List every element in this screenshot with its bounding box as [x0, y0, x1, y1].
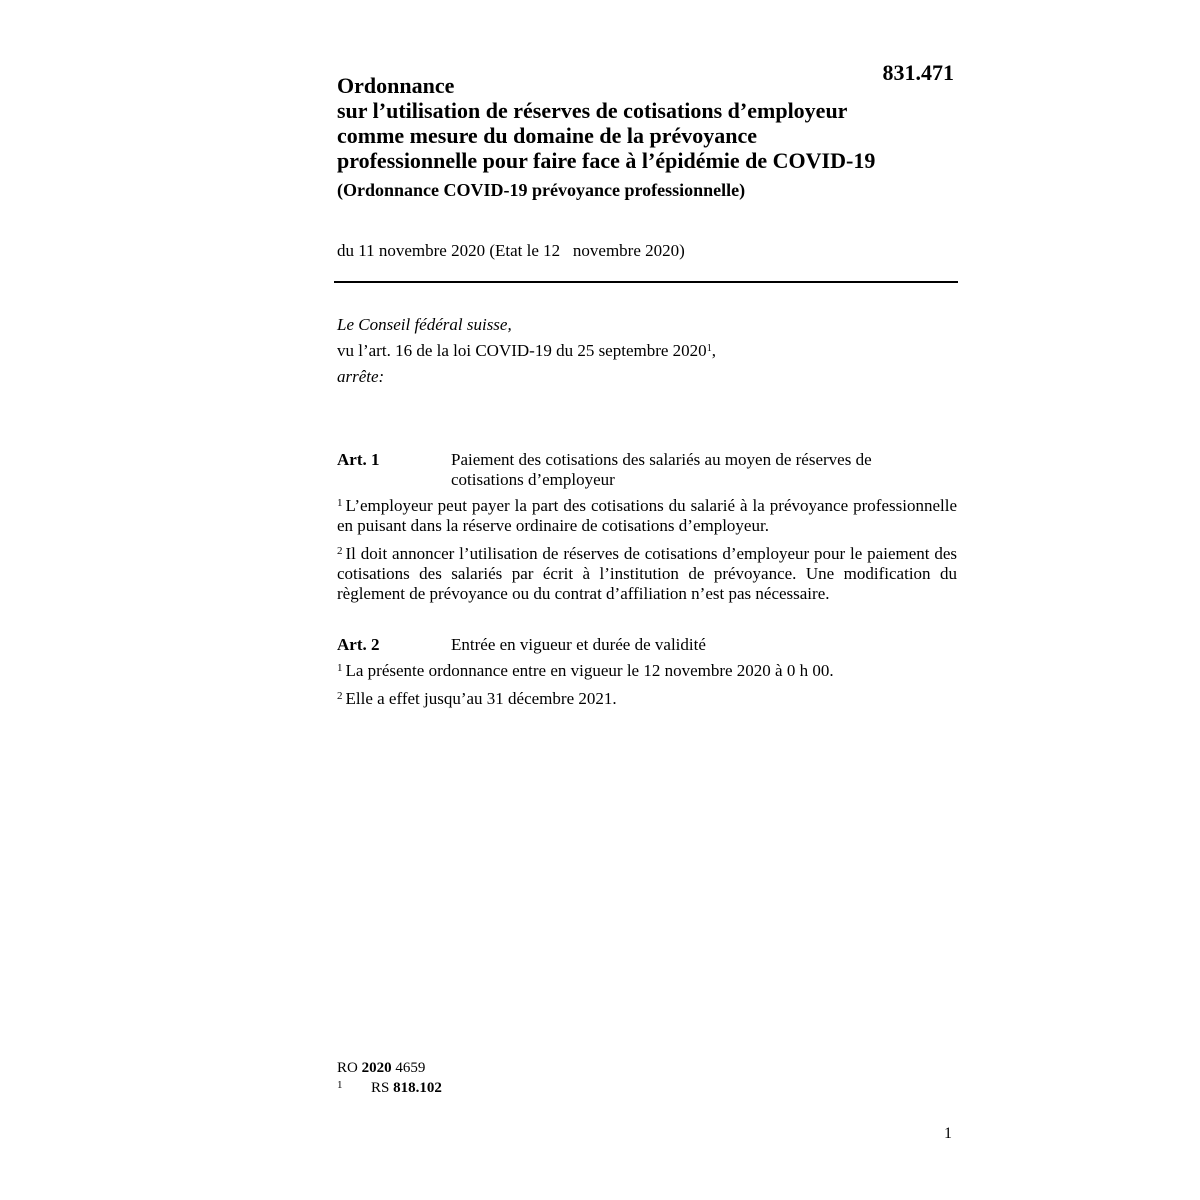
title-line-3: comme mesure du domaine de la prévoyance [337, 123, 757, 148]
article-1-paragraph-2 [337, 544, 957, 604]
preamble-basis-text: vu l’art. 16 de la loi COVID-19 du 25 septembre 2020 [337, 341, 707, 360]
article-2-title: Entrée en vigueur et durée de validité [451, 635, 706, 654]
article-1-paragraph-1 [337, 496, 957, 536]
paragraph-text: Elle a effet jusqu’au 31 décembre 2021. [345, 689, 617, 708]
article-1-heading [337, 450, 957, 490]
title-block [337, 73, 977, 201]
article-2-heading [337, 635, 957, 655]
footnote-1: 1 RS 818.102 [337, 1079, 442, 1096]
title-line-4: professionnelle pour faire face à l’épidémie de COVID-19 [337, 148, 876, 173]
date-line: du 11 novembre 2020 (Etat le 12 novembre 2020) [337, 241, 685, 260]
ro-page: 4659 [395, 1060, 426, 1076]
paragraph-number: 2 [337, 545, 343, 557]
article-2-number: Art. 2 [337, 635, 380, 654]
preamble [337, 312, 957, 390]
preamble-authority: Le Conseil fédéral suisse, [337, 315, 512, 334]
footnote-1-ref[interactable]: 818.102 [393, 1080, 442, 1096]
paragraph-text: Il doit annoncer l’utilisation de réserves de cotisations d’employeur pour le paiement des cotisations des salariés par écrit à l’institution de prévoyance. Une modification du règlement de prévoyance ou du contrat d’affiliation n’est pas nécessaire. [337, 544, 957, 603]
preamble-basis-after: , [711, 341, 716, 360]
paragraph-number: 1 [337, 497, 343, 509]
article-1-title: Paiement des cotisations des salariés au moyen de réserves de cotisations d’employeur [451, 450, 872, 489]
ro-reference [337, 1058, 442, 1078]
article-1-number: Art. 1 [337, 450, 380, 469]
short-title: (Ordonnance COVID-19 prévoyance professionnelle) [337, 180, 746, 200]
title-line-2: sur l’utilisation de réserves de cotisations d’employeur [337, 98, 848, 123]
article-1 [337, 450, 957, 612]
sr-number: 831.471 [882, 60, 954, 85]
ro-year: 2020 [361, 1060, 392, 1076]
footnote-ref-1[interactable]: 1 [706, 343, 712, 354]
paragraph-text: La présente ordonnance entre en vigueur le 12 novembre 2020 à 0 h 00. [345, 661, 834, 680]
preamble-decree: arrête: [337, 367, 385, 386]
footnote-1-prefix: RS [371, 1080, 390, 1096]
footnotes [337, 1058, 442, 1098]
paragraph-number: 2 [337, 690, 343, 702]
article-2-paragraph-1 [337, 661, 957, 681]
preamble-basis [337, 338, 957, 364]
article-2 [337, 635, 957, 717]
article-2-paragraph-2 [337, 689, 957, 709]
title-divider [334, 281, 958, 283]
page-number: 1 [944, 1125, 952, 1142]
title-line-1: Ordonnance [337, 73, 455, 98]
ro-prefix: RO [337, 1060, 358, 1076]
paragraph-number: 1 [337, 662, 343, 674]
paragraph-text: L’employeur peut payer la part des cotisations du salarié à la prévoyance professionnelle en puisant dans la réserve ordinaire de cotisations d’employeur. [337, 496, 957, 535]
